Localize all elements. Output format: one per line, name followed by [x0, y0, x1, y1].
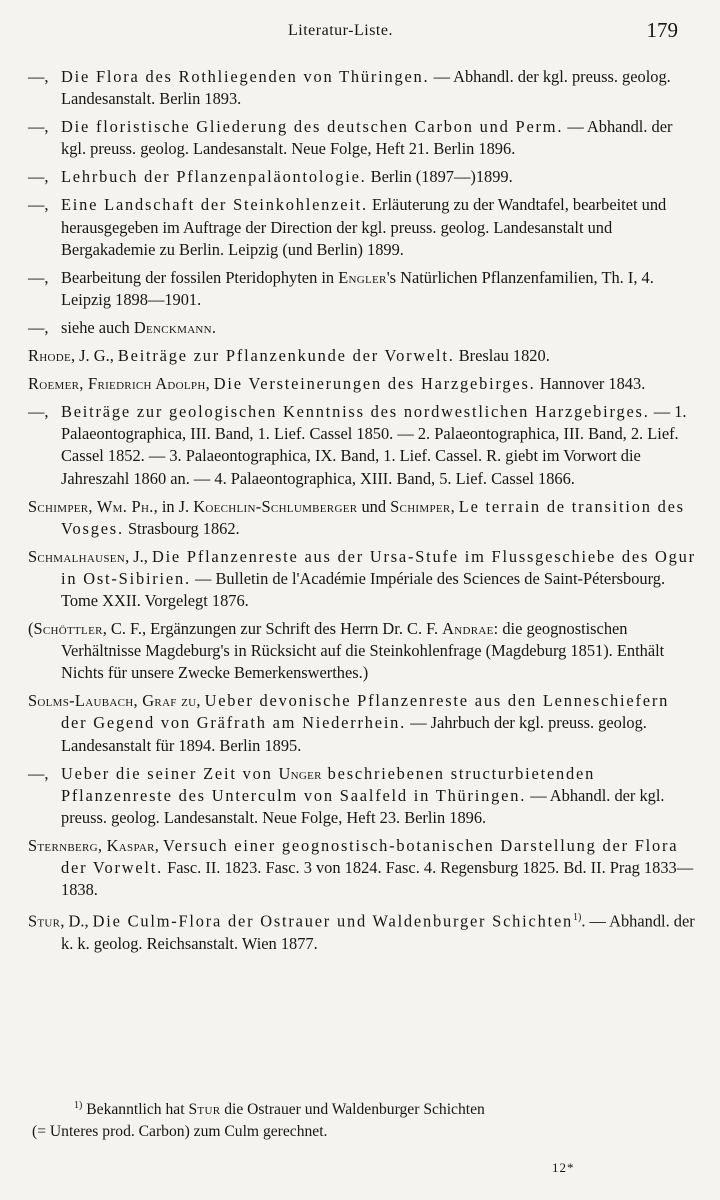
bibliography-entry: Rhode, J. G., Beiträge zur Pflanzenkunde der Vorwelt. Breslau 1820.: [28, 346, 550, 366]
author-name: Roemer, Friedrich Adolph: [28, 374, 206, 394]
bibliography-entry: —, Eine Landschaft der Steinkohlenzeit. Erläuterung zu der Wandtafel, bearbeitet und herausgegeben im Auftrage der Direction der kgl. preuss. geolog. Landesanstalt und Bergakademie zu Berlin. Leipzig (und Berlin) 1899.: [28, 195, 667, 259]
entry-title: Beiträge zur Pflanzenkunde der Vorwelt.: [117, 346, 455, 366]
entry-title: Die Pflanzenreste aus der Ursa-Stufe im Flussgeschiebe des Ogur in Ost-Sibirien.: [61, 546, 696, 588]
entry-title: Lehrbuch der Pflanzenpaläontologie.: [61, 167, 367, 187]
author-name: Rhode: [28, 346, 71, 366]
bibliography-entry: Stur, D., Die Culm-Flora der Ostrauer und Waldenburger Schichten$^{1)}$. — Abhandl. der k. k. geolog. Reichsanstalt. Wien 1877.: [28, 911, 695, 953]
entry-title: Versuch einer geognostisch-botanischen Darstellung der Flora der Vorwelt.: [61, 835, 679, 877]
author-name: Sternberg, Kaspar: [28, 835, 155, 855]
author-name: Solms-Laubach, Graf zu: [28, 691, 197, 711]
author-name: Engler: [338, 267, 387, 287]
bibliography-entry: —, Ueber die seiner Zeit von Unger beschriebenen structurbietenden Pflanzenreste des Unterculm von Saalfeld in Thüringen. — Abhandl. der kgl. preuss. geolog. Landesanstalt. Neue Folge, Heft 23. Berlin 1896.: [28, 763, 665, 827]
author-name: Schöttler: [33, 619, 103, 639]
bibliography-entry: —, Lehrbuch der Pflanzenpaläontologie. Berlin (1897—)1899.: [28, 167, 513, 187]
page-number: 179: [646, 18, 678, 42]
bibliography-entry: —, Die floristische Gliederung des deutschen Carbon und Perm. — Abhandl. der kgl. preuss. geolog. Landesanstalt. Neue Folge, Heft 21. Berlin 1896.: [28, 117, 673, 159]
bibliography-entry: Schmalhausen, J., Die Pflanzenreste aus der Ursa-Stufe im Flussgeschiebe des Ogur in Ost-Sibirien. — Bulletin de l'Académie Impériale des Sciences de Saint-Pétersbourg. Tome XXII. Vorgelegt 1876.: [28, 546, 696, 610]
entry-title: Ueber die seiner Zeit von: [61, 763, 279, 783]
entry-title: Ueber devonische Pflanzenreste aus den Lenneschiefern der Gegend von Gräfrath am Niederrhein.: [61, 691, 670, 733]
entry-title: Eine Landschaft der Steinkohlenzeit.: [61, 195, 368, 215]
author-name: Denckmann: [133, 317, 212, 337]
footnote-line: $^{1)}$ Bekanntlich hat Stur die Ostrauer und Waldenburger Schichten: [74, 1100, 485, 1119]
bibliography-entry: —, Die Flora des Rothliegenden von Thüringen. — Abhandl. der kgl. preuss. geolog. Landesanstalt. Berlin 1893.: [28, 67, 671, 109]
footnote-marker: 1): [74, 1100, 83, 1111]
author-name: Andrae: [442, 619, 494, 639]
entry-title: beschriebenen structurbietenden Pflanzenreste des Unterculm von Saalfeld in Thüringen.: [61, 763, 596, 805]
author-name: Stur: [188, 1101, 221, 1119]
author-name: Schimper: [390, 496, 451, 516]
bibliography-entry: —, Bearbeitung der fossilen Pteridophyten in Engler's Natürlichen Pflanzenfamilien, Th. I, 4. Leipzig 1898—1901.: [28, 267, 654, 309]
entry-title: Le terrain de transition des Vosges.: [61, 496, 685, 538]
entry-title: Die Culm-Flora der Ostrauer und Waldenburger Schichten: [92, 911, 574, 931]
bibliography-entry: —, siehe auch Denckmann.: [28, 317, 217, 337]
author-name: Stur: [28, 911, 61, 931]
bibliography-entry: Schimper, Wm. Ph., in J. Koechlin-Schlumberger und Schimper, Le terrain de transition des Vosges. Strasbourg 1862.: [28, 496, 685, 538]
bibliography-list: [28, 66, 696, 961]
entry-title: Die Versteinerungen des Harzgebirges.: [213, 374, 536, 394]
author-name: Schmalhausen: [28, 546, 126, 566]
bibliography-entry: Sternberg, Kaspar, Versuch einer geognostisch-botanischen Darstellung der Flora der Vorwelt. Fasc. II. 1823. Fasc. 3 von 1824. Fasc. 4. Regensburg 1825. Bd. II. Prag 1833—1838.: [28, 835, 694, 900]
author-name: Unger: [278, 763, 322, 783]
entry-title: Die floristische Gliederung des deutschen Carbon und Perm.: [61, 117, 564, 137]
bibliography-entry: Roemer, Friedrich Adolph, Die Versteinerungen des Harzgebirges. Hannover 1843.: [28, 374, 646, 394]
running-title: Literatur-Liste.: [288, 22, 393, 39]
bibliography-entry: Solms-Laubach, Graf zu, Ueber devonische Pflanzenreste aus den Lenneschiefern der Gegend von Gräfrath am Niederrhein. — Jahrbuch der kgl. preuss. geolog. Landesanstalt für 1894. Berlin 1895.: [28, 691, 670, 755]
author-name: Schimper, Wm. Ph.: [28, 496, 154, 516]
author-name: Koechlin-Schlumberger: [193, 496, 358, 516]
entry-title: Die Flora des Rothliegenden von Thüringen.: [61, 67, 430, 86]
printer-signature: 12*: [552, 1160, 575, 1175]
bibliography-entry: (Schöttler, C. F., Ergänzungen zur Schrift des Herrn Dr. C. F. Andrae: die geognostischen Verhältnisse Magdeburg's in Rücksicht auf die Steinkohlenfrage (Magdeburg 1851). Enthält Nichts für unsere Zwecke Bemerkenswerthes.): [28, 619, 665, 683]
bibliography-entry: —, Beiträge zur geologischen Kenntniss des nordwestlichen Harzgebirges. — 1. Palaeontographica, III. Band, 1. Lief. Cassel 1850. — 2. Palaeontographica, III. Band, 2. Lief. Cassel 1852. — 3. Palaeontographica, IX. Band, 1. Lief. Cassel. R. giebt im Vorwort die Jahreszahl 1860 an. — 4. Palaeontographica, XIII. Band, 5. Lief. Cassel 1866.: [28, 402, 687, 488]
footnote: [28, 1095, 696, 1143]
footnote-ref: 1): [573, 912, 582, 924]
entry-title: Beiträge zur geologischen Kenntniss des nordwestlichen Harzgebirges.: [61, 402, 650, 422]
footnote-line: (= Unteres prod. Carbon) zum Culm gerechnet.: [32, 1123, 328, 1141]
